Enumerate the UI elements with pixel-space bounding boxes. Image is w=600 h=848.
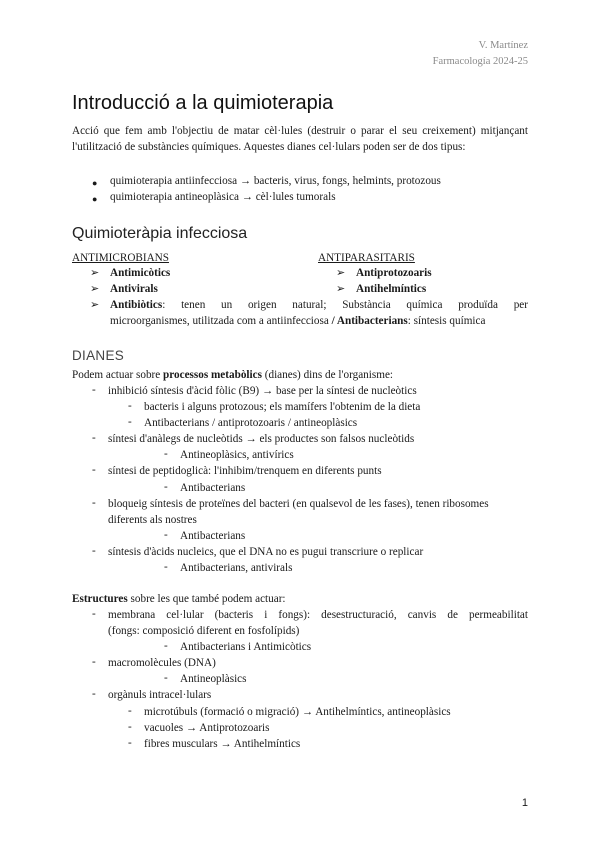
estructura-3-sub-a: microtúbuls (formació o migració) → Antihelmíntics, antineoplàsics <box>144 706 451 718</box>
dash-bullet: - <box>164 672 168 684</box>
diana-3: síntesi de peptidoglicà: l'inhibim/trenquem en diferents punts <box>108 465 382 477</box>
item-antivirals: Antivirals <box>110 283 158 295</box>
estructura-2: macromolècules (DNA) <box>108 657 216 669</box>
bullet-icon: ● <box>92 178 98 188</box>
dash-bullet: - <box>128 400 132 412</box>
intro-paragraph: Acció que fem amb l'objectiu de matar cèl·lules (destruir o parar el seu creixement) mitjançant l'utilització de substàncies químiques. Aquestes dianes cel·lulars poden ser de dos tipus: <box>72 125 528 153</box>
col-head-antimicrobians: ANTIMICROBIANS <box>72 252 169 264</box>
diana-4-line-2: diferents als nostres <box>108 514 197 526</box>
estructura-2-sub: Antineoplàsics <box>180 673 247 685</box>
dash-bullet: - <box>92 688 96 700</box>
arrow-bullet-icon: ➢ <box>90 283 100 295</box>
dash-bullet: - <box>164 561 168 573</box>
diana-4-sub: Antibacterians <box>180 530 246 542</box>
item-antiprotozoaris: Antiprotozoaris <box>356 267 432 279</box>
antibiotics-line-1: Antibiòtics: tenen un origen natural; Substància química produïda per <box>110 299 528 311</box>
dash-bullet: - <box>92 497 96 509</box>
dash-bullet: - <box>164 481 168 493</box>
page-header <box>433 38 528 70</box>
arrow-bullet-icon: ➢ <box>90 267 100 279</box>
arrow-bullet-icon: ➢ <box>336 267 346 279</box>
header-author: V. Martínez <box>478 40 528 51</box>
intro-bullet-1: quimioterapia antiinfecciosa → bacteris, virus, fongs, helmints, protozous <box>110 175 441 187</box>
dash-bullet: - <box>92 545 96 557</box>
dianes-intro: Podem actuar sobre processos metabòlics (dianes) dins de l'organisme: <box>72 369 394 381</box>
diana-1-sub-b: Antibacterians / antiprotozoaris / antineoplàsics <box>144 417 358 429</box>
dash-bullet: - <box>128 416 132 428</box>
antibiotics-line-2: microorganismes, utilitzada com a antiinfecciosa / Antibacterians: síntesis química <box>110 315 486 327</box>
header-course: Farmacología 2024-25 <box>432 56 528 67</box>
dash-bullet: - <box>164 640 168 652</box>
dash-bullet: - <box>92 656 96 668</box>
estructura-3-sub-b: vacuoles → Antiprotozoaris <box>144 722 270 734</box>
item-antimicotics: Antimicòtics <box>110 267 171 279</box>
diana-3-sub: Antibacterians <box>180 482 246 494</box>
dash-bullet: - <box>164 448 168 460</box>
section-title-quimioterapia-infecciosa: Quimioteràpia infecciosa <box>72 225 248 242</box>
section-title-dianes: DIANES <box>72 348 125 363</box>
dash-bullet: - <box>128 737 132 749</box>
dash-bullet: - <box>128 721 132 733</box>
diana-1: inhibició síntesis d'àcid fòlic (B9) → base per la síntesi de nucleòtics <box>108 385 417 397</box>
diana-5: síntesis d'àcids nucleics, que el DNA no es pugui transcriure o replicar <box>108 546 424 558</box>
estructures-intro: Estructures sobre les que també podem actuar: <box>72 593 286 605</box>
page-number: 1 <box>521 797 528 809</box>
arrow-bullet-icon: ➢ <box>90 299 100 311</box>
term-antibiotics: Antibiòtics <box>110 299 163 311</box>
estructura-3-sub-c: fibres musculars → Antihelmíntics <box>144 738 301 750</box>
diana-2: síntesi d'anàlegs de nucleòtids → els productes son falsos nucleòtids <box>108 433 415 445</box>
diana-1-sub-a: bacteris i alguns protozous; els mamífers l'obtenim de la dieta <box>144 401 421 413</box>
dash-bullet: - <box>128 705 132 717</box>
dash-bullet: - <box>92 432 96 444</box>
diana-4-line-1: bloqueig síntesis de proteïnes del bacteri (en qualsevol de les fases), tenen ribosomes <box>108 498 489 510</box>
estructura-1-sub: Antibacterians i Antimicòtics <box>180 641 312 653</box>
bullet-icon: ● <box>92 194 98 204</box>
estructura-1-line-2: (fongs: composició diferent en fosfolípids) <box>108 625 300 637</box>
intro-bullet-2: quimioterapia antineoplàsica → cèl·lules tumorals <box>110 191 336 203</box>
estructura-3: orgànuls intracel·lulars <box>108 689 212 701</box>
estructura-1-line-1: membrana cel·lular (bacteris i fongs): desestructuració, canvis de permeabilitat <box>108 609 528 621</box>
diana-2-sub: Antineoplàsics, antivírics <box>180 449 294 461</box>
term-antibacterians: Antibacterians <box>336 315 408 327</box>
diana-5-sub: Antibacterians, antivirals <box>180 562 293 574</box>
dash-bullet: - <box>164 529 168 541</box>
dash-bullet: - <box>92 384 96 396</box>
dash-bullet: - <box>92 464 96 476</box>
arrow-bullet-icon: ➢ <box>336 283 346 295</box>
item-antihelmintics: Antihelmíntics <box>356 283 427 295</box>
page-title: Introducció a la quimioterapia <box>72 92 334 114</box>
col-head-antiparasitaris: ANTIPARASITARIS <box>318 252 415 264</box>
dash-bullet: - <box>92 608 96 620</box>
